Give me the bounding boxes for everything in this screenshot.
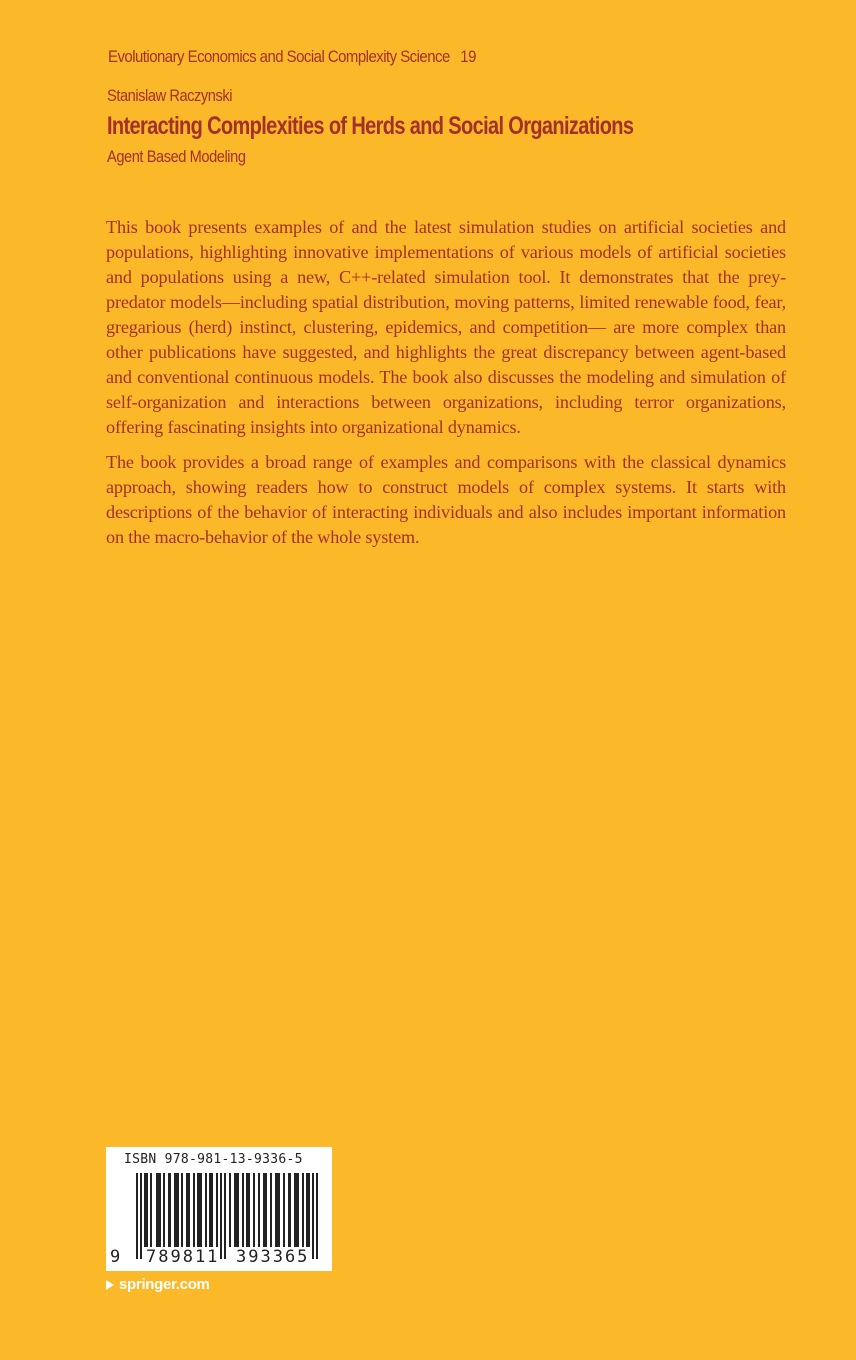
book-subtitle: Agent Based Modeling [107,147,246,166]
barcode-left-group: 789811 [146,1247,220,1267]
barcode-lead-digit: 9 [110,1247,121,1267]
isbn-label: ISBN 978-981-13-9336-5 [124,1152,303,1167]
isbn-barcode [106,1147,332,1271]
book-description [106,215,786,560]
publisher-link[interactable] [106,1276,210,1293]
author-name: Stanislaw Raczynski [107,86,233,105]
publisher-link-text: springer.com [119,1276,210,1293]
series-heading [108,47,476,67]
barcode-right-group: 393365 [236,1247,310,1267]
series-volume: 19 [460,47,476,66]
series-name: Evolutionary Economics and Social Complexity Science [108,47,450,66]
triangle-right-icon [106,1280,114,1290]
description-paragraph: The book provides a broad range of examples and comparisons with the classical dynamics approach, showing readers how to construct models of complex systems. It starts with descriptions of the behavior of interacting individuals and also includes important information on the macro-behavior of the whole system. [106,452,786,547]
book-title: Interacting Complexities of Herds and Social Organizations [107,112,634,140]
description-paragraph: This book presents examples of and the latest simulation studies on artificial societies and populations, highlighting innovative implementations of various models of artificial societies and populations using a new, C++-related simulation tool. It demonstrates that the prey-predator models—including spatial distribution, moving patterns, limited renewable food, fear, gregarious (herd) instinct, clustering, epidemics, and competition— are more complex than other publications have suggested, and highlights the great discrepancy between agent-based and conventional continuous models. The book also discusses the modeling and simulation of self-organization and interactions between organizations, including terror organizations, offering fascinating insights into organizational dynamics. [106,217,786,437]
